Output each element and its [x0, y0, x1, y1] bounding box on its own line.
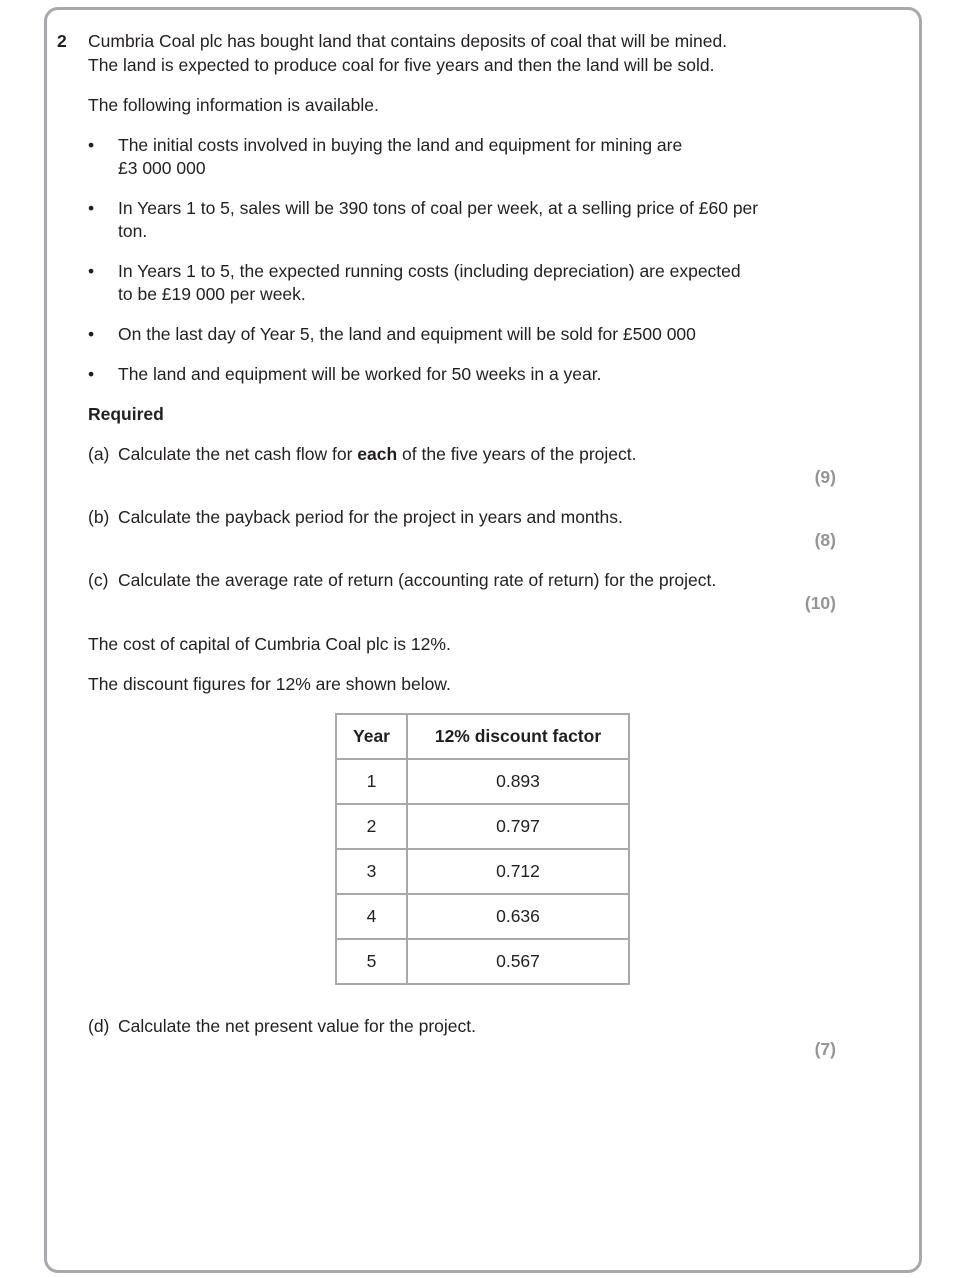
part-a-marks: (9): [814, 467, 836, 487]
discount-intro: The discount figures for 12% are shown below.: [88, 674, 451, 694]
bullet-1-line-2: £3 000 000: [118, 158, 206, 178]
table-row: [336, 759, 629, 804]
bullet-icon: •: [88, 324, 95, 344]
bullet-3-line-1: In Years 1 to 5, the expected running costs (including depreciation) are expected: [118, 261, 741, 281]
header-year: Year: [336, 714, 407, 759]
part-d-label: (d): [88, 1016, 110, 1036]
part-d-text: Calculate the net present value for the project.: [118, 1016, 476, 1036]
year-cell: 3: [336, 849, 407, 894]
factor-cell: 0.567: [407, 939, 629, 984]
discount-factor-table: [335, 713, 630, 985]
year-cell: 1: [336, 759, 407, 804]
intro-line-1: Cumbria Coal plc has bought land that contains deposits of coal that will be mined.: [88, 31, 728, 51]
part-b-label: (b): [88, 507, 110, 527]
bullet-icon: •: [88, 261, 95, 281]
part-a-label: (a): [88, 444, 110, 464]
table-row: [336, 849, 629, 894]
part-c-text: Calculate the average rate of return (accounting rate of return) for the project.: [118, 570, 717, 590]
table-row: [336, 894, 629, 939]
question-number: 2: [57, 31, 67, 51]
required-heading: Required: [88, 404, 164, 424]
bullet-4: On the last day of Year 5, the land and equipment will be sold for £500 000: [118, 324, 696, 344]
intro-line-2: The land is expected to produce coal for five years and then the land will be sold.: [88, 55, 715, 75]
bullet-icon: •: [88, 135, 95, 155]
part-b-marks: (8): [814, 530, 836, 550]
bullet-icon: •: [88, 364, 95, 384]
part-c-label: (c): [88, 570, 109, 590]
table-row: [336, 804, 629, 849]
part-a-text: [118, 442, 636, 466]
part-b-text: Calculate the payback period for the project in years and months.: [118, 507, 623, 527]
part-c-marks: (10): [804, 593, 836, 613]
table-row: [336, 939, 629, 984]
part-d-marks: (7): [814, 1039, 836, 1059]
info-heading: The following information is available.: [88, 95, 379, 115]
header-discount-factor: 12% discount factor: [407, 714, 629, 759]
year-cell: 4: [336, 894, 407, 939]
factor-cell: 0.893: [407, 759, 629, 804]
factor-cell: 0.712: [407, 849, 629, 894]
bullet-5: The land and equipment will be worked for 50 weeks in a year.: [118, 364, 602, 384]
cost-of-capital: The cost of capital of Cumbria Coal plc is 12%.: [88, 634, 451, 654]
bullet-1-line-1: The initial costs involved in buying the land and equipment for mining are: [118, 135, 683, 155]
table-header-row: [336, 714, 629, 759]
part-a-text-pre: Calculate the net cash flow for: [118, 444, 358, 464]
bullet-2-line-2: ton.: [118, 221, 148, 241]
bullet-2-line-1: In Years 1 to 5, sales will be 390 tons of coal per week, at a selling price of £60 per: [118, 198, 759, 218]
part-a-text-bold: each: [357, 444, 398, 464]
factor-cell: 0.636: [407, 894, 629, 939]
part-a-text-post: of the five years of the project.: [397, 444, 637, 464]
factor-cell: 0.797: [407, 804, 629, 849]
year-cell: 2: [336, 804, 407, 849]
year-cell: 5: [336, 939, 407, 984]
bullet-3-line-2: to be £19 000 per week.: [118, 284, 306, 304]
bullet-icon: •: [88, 198, 95, 218]
